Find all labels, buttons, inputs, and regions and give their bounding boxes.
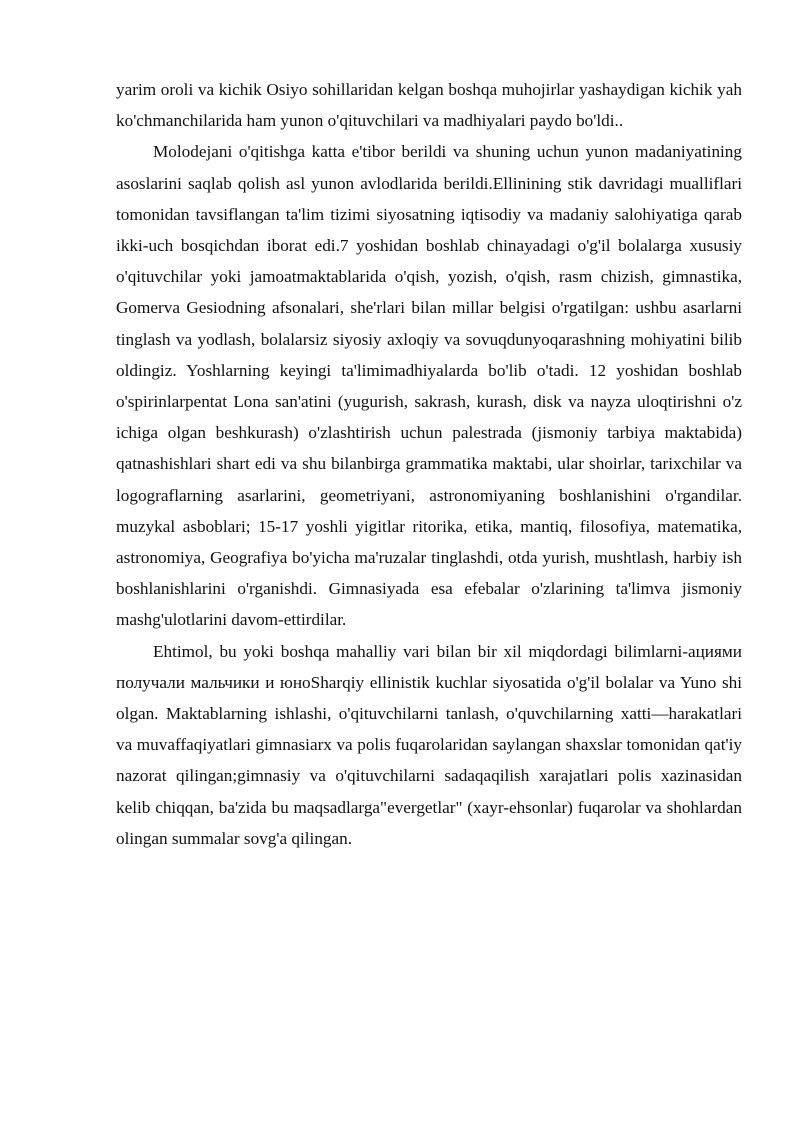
paragraph-continuation: yarim oroli va kichik Osiyo sohillaridan kelgan boshqa muhojirlar yashaydigan kichik yah ko'chmanchilarida ham yunon o'qituvchilari va madhiyalari paydo bo'ldi..	[116, 80, 742, 131]
paragraph-school-management: Ehtimol, bu yoki boshqa mahalliy vari bilan bir xil miqdordagi bilimlarni-ациями получали мальчики и юноSharqiy ellinistik kuchlar siyosatida o'g'il bolalar va Yuno shi olgan. Maktablarning ishlashi, o'qituvchilarni tanlash, o'quvchilarning xatti—harakatlari va muvaffaqiyatlari gimnasiarx va polis fuqarolaridan saylangan shaxslar tomonidan qat'iy nazorat qilingan;gimnasiy va o'qituvchilarni sadaqaqilish xarajatlari polis xazinasidan kelib chiqqan, ba'zida bu maqsadlarga"evergetlar" (xayr-ehsonlar) fuqarolar va shohlardan olingan summalar sovg'a qilingan.	[116, 641, 742, 848]
paragraph-education-system: Molodejani o'qitishga katta e'tibor berildi va shuning uchun yunon madaniyatining asoslarini saqlab qolish asl yunon avlodlarida berildi.Ellinining stik davridagi mualliflari tomonidan tavsiflangan ta'lim tizimi siyosatning iqtisodiy va madaniy salohiyatiga qarab ikki-uch bosqichdan iborat edi.7 yoshidan boshlab chinayadagi o'g'il bolalarga xususiy o'qituvchilar yoki jamoatmaktablarida o'qish, yozish, o'qish, rasm chizish, gimnastika, Gomerva Gesiodning afsonalari, she'rlari bilan millar belgisi o'rgatilgan: ushbu asarlarni tinglash va yodlash, bolalarsiz siyosiy axloqiy va sovuqdunyoqarashning mohiyatini bilib oldingiz. Yoshlarning keyingi ta'limimadhiyalarda bo'lib o'tadi. 12 yoshidan boshlab o'spirinlarpentat Lona san'atini (yugurish, sakrash, kurash, disk va nayza uloqtirishni o'z ichiga olgan beshkurash) o'zlashtirish uchun palestrada (jismoniy tarbiya maktabida) qatnashishlari shart edi va shu bilanbirga grammatika maktabi, ular shoirlar, tarixchilar va logograflarning asarlarini, geometriyani, astronomiyaning boshlanishini o'rgandilar. muzykal asboblari; 15-17 yoshli yigitlar ritorika, etika, mantiq, filosofiya, matematika, astronomiya, Geografiya bo'yicha ma'ruzalar tinglashdi, otda yurish, mushtlash, harbiy ish boshlanishlarini o'rganishdi. Gimnasiyada esa efebalar o'zlarining ta'limva jismoniy mashg'ulotlarini davom-ettirdilar.	[116, 142, 742, 630]
document-body	[116, 74, 742, 854]
